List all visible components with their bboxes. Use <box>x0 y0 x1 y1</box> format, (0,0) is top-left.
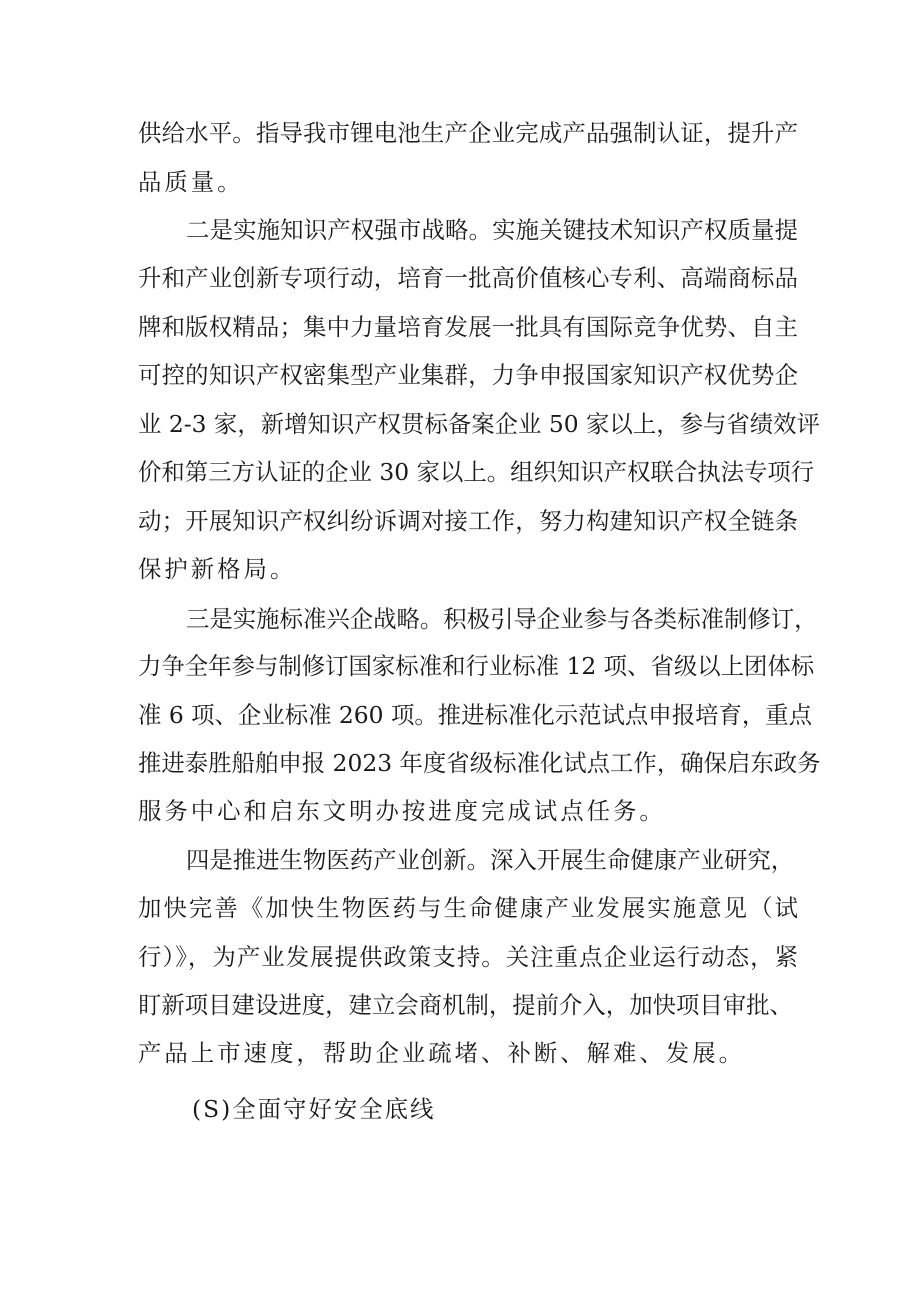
text-line: 牌和版权精品；集中力量培育发展一批具有国际竞争优势、自主 <box>138 313 798 341</box>
text-line: 动；开展知识产权纠纷诉调对接工作，努力构建知识产权全链条 <box>138 507 798 535</box>
text-line: 四是推进生物医药产业创新。深入开展生命健康产业研究， <box>186 846 795 874</box>
text-line: 保护新格局。 <box>138 555 297 583</box>
text-line: 服务中心和启东文明办按进度完成试点任务。 <box>138 797 666 825</box>
text-line: 升和产业创新专项行动，培育一批高价值核心专利、高端商标品 <box>138 264 798 292</box>
text-line: 盯新项目建设进度，建立会商机制，提前介入，加快项目审批、 <box>138 991 793 1019</box>
text-line: 行）》，为产业发展提供政策支持。关注重点企业运行动态，紧 <box>138 943 798 971</box>
text-line: 加快完善《加快生物医药与生命健康产业发展实施意见（试 <box>138 894 798 922</box>
text-line: 价和第三方认证的企业 30 家以上。组织知识产权联合执法专项行 <box>138 458 815 486</box>
text-line: 二是实施知识产权强市战略。实施关键技术知识产权质量提 <box>186 216 798 244</box>
text-line: 品质量。 <box>138 168 244 196</box>
text-line: 供给水平。指导我市锂电池生产企业完成产品强制认证，提升产 <box>138 119 798 147</box>
text-line: 力争全年参与制修订国家标准和行业标准 12 项、省级以上团体标 <box>138 652 815 680</box>
text-line: 准 6 项、企业标准 260 项。推进标准化示范试点申报培育，重点 <box>138 701 813 729</box>
text-line: 业 2-3 家，新增知识产权贯标备案企业 50 家以上，参与省绩效评 <box>138 410 820 438</box>
text-line: 推进泰胜船舶申报 2023 年度省级标准化试点工作，确保启东政务 <box>138 749 821 777</box>
section-heading-text: (S)全面守好安全底线 <box>192 1095 436 1123</box>
text-line: 可控的知识产权密集型产业集群，力争申报国家知识产权优势企 <box>138 361 798 389</box>
text-line: 产品上市速度，帮助企业疏堵、补断、解难、发展。 <box>138 1039 745 1067</box>
text-line: 三是实施标准兴企战略。积极引导企业参与各类标准制修订， <box>186 605 818 633</box>
